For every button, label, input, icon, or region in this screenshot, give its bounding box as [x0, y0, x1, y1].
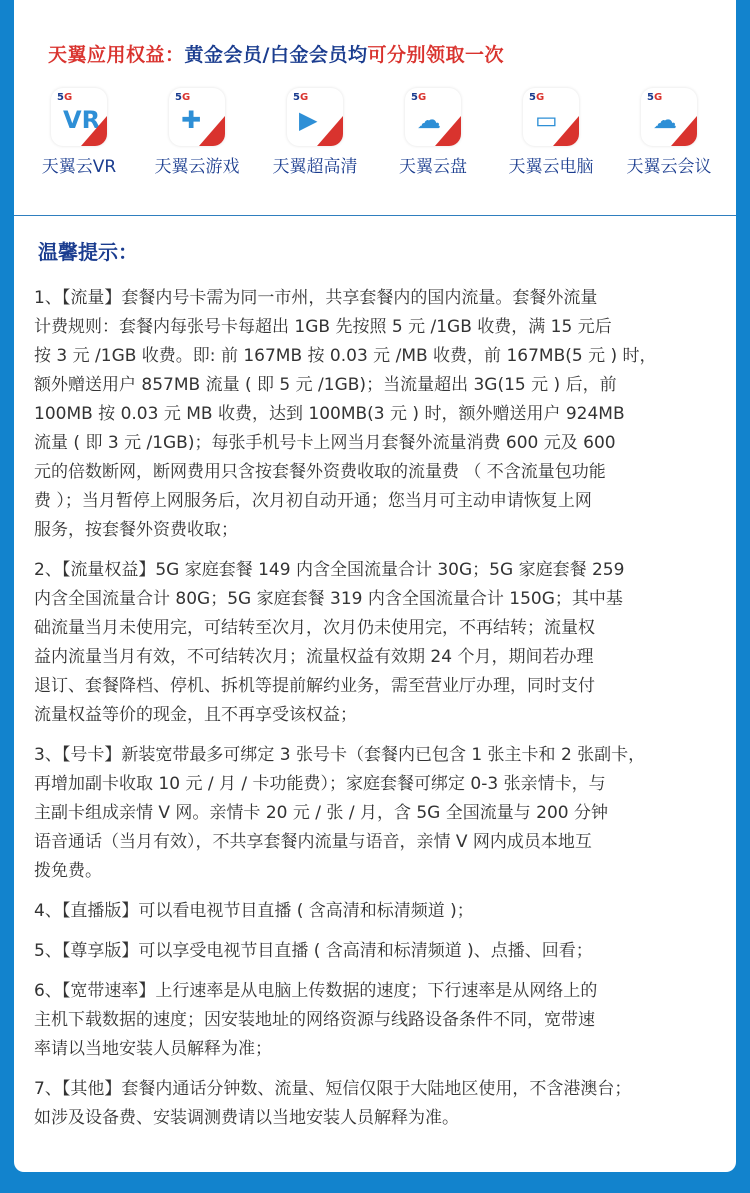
tip-paragraph	[34, 897, 724, 926]
corner-ribbon	[435, 116, 461, 146]
corner-ribbon	[553, 116, 579, 146]
tip-line: 1、【流量】套餐内号卡需为同一市州，共享套餐内的国内流量。套餐外流量	[34, 288, 598, 308]
app-label: 天翼云游戏	[154, 157, 240, 177]
app-label: 天翼云会议	[626, 157, 712, 177]
tip-paragraph	[34, 284, 724, 545]
tip-line: 5、【尊享版】可以享受电视节目直播 ( 含高清和标清频道 )、点播、回看；	[34, 941, 593, 961]
cloud-meeting-icon[interactable]	[641, 88, 697, 146]
title-suffix: 可分别领取一次	[367, 44, 504, 66]
app-glyph: ☁	[653, 106, 677, 134]
corner-ribbon	[199, 116, 225, 146]
tip-line: 6、【宽带速率】上行速率是从电脑上传数据的速度；下行速率是从网络上的	[34, 981, 598, 1001]
app-label: 天翼超高清	[272, 157, 358, 177]
corner-ribbon	[81, 116, 107, 146]
app-glyph: ▶	[299, 106, 318, 134]
tip-line: 7、【其他】套餐内通话分钟数、流量、短信仅限于大陆地区使用，不含港澳台；	[34, 1079, 632, 1099]
app-list	[20, 88, 730, 177]
tip-line: 2、【流量权益】5G 家庭套餐 149 内含全国流量合计 30G；5G 家庭套餐 259	[34, 560, 625, 580]
gamepad-icon[interactable]	[169, 88, 225, 146]
tip-line: 益内流量当月有效，不可结转次月；流量权益有效期 24 个月，期间若办理	[34, 647, 594, 667]
tip-line: 4、【直播版】可以看电视节目直播 ( 含高清和标清频道 )；	[34, 901, 474, 921]
tip-paragraph	[34, 977, 724, 1064]
app-item[interactable]	[138, 88, 256, 177]
5g-badge: 5G	[293, 92, 309, 103]
tip-line: 主机下载数据的速度；因安装地址的网络资源与线路设备条件不同，宽带速	[34, 1010, 595, 1030]
tip-line: 如涉及设备费、安装调测费请以当地安装人员解释为准。	[34, 1108, 459, 1128]
tips-title: 温馨提示：	[38, 240, 138, 264]
5g-badge: 5G	[411, 92, 427, 103]
5g-badge: 5G	[175, 92, 191, 103]
tip-line: 流量 ( 即 3 元 /1GB)；每张手机号卡上网当月套餐外流量消费 600 元及 600	[34, 433, 616, 453]
corner-ribbon	[317, 116, 343, 146]
app-glyph: ✚	[181, 106, 202, 134]
tip-line: 元的倍数断网，断网费用只含按套餐外资费收取的流量费 （ 不含流量包功能	[34, 462, 606, 482]
5g-badge: 5G	[529, 92, 545, 103]
tip-line: 退订、套餐降档、停机、拆机等提前解约业务，需至营业厅办理，同时支付	[34, 676, 595, 696]
tip-line: 按 3 元 /1GB 收费。即: 前 167MB 按 0.03 元 /MB 收费，前 167MB(5 元 ) 时，	[34, 346, 657, 366]
monitor-icon[interactable]	[523, 88, 579, 146]
tip-line: 础流量当月未使用完，可结转至次月，次月仍未使用完，不再结转；流量权	[34, 618, 595, 638]
tip-line: 计费规则：套餐内每张号卡每超出 1GB 先按照 5 元 /1GB 收费，满 15 元后	[34, 317, 612, 337]
app-label: 天翼云VR	[41, 157, 117, 177]
tip-line: 内含全国流量合计 80G；5G 家庭套餐 319 内含全国流量合计 150G；其中基	[34, 589, 623, 609]
tip-line: 服务，按套餐外资费收取；	[34, 520, 238, 540]
tip-line: 率请以当地安装人员解释为准；	[34, 1039, 272, 1059]
title-prefix: 天翼应用权益：	[48, 44, 185, 66]
app-glyph: ☁	[417, 106, 441, 134]
app-item[interactable]	[492, 88, 610, 177]
tip-line: 流量权益等价的现金，且不再享受该权益；	[34, 705, 357, 725]
app-label: 天翼云盘	[399, 157, 467, 177]
app-item[interactable]	[20, 88, 138, 177]
tip-line: 再增加副卡收取 10 元 / 月 / 卡功能费）；家庭套餐可绑定 0-3 张亲情卡，与	[34, 774, 606, 794]
app-item[interactable]	[256, 88, 374, 177]
tip-paragraph	[34, 741, 724, 886]
tips-body	[34, 284, 724, 1144]
tip-line: 主副卡组成亲情 V 网。亲情卡 20 元 / 张 / 月，含 5G 全国流量与 200 分钟	[34, 803, 608, 823]
app-label: 天翼云电脑	[508, 157, 594, 177]
tip-line: 100MB 按 0.03 元 MB 收费，达到 100MB(3 元 ) 时，额外赠送用户 924MB	[34, 404, 625, 424]
divider	[14, 215, 736, 216]
tip-paragraph	[34, 937, 724, 966]
benefits-title	[48, 40, 504, 67]
play-icon[interactable]	[287, 88, 343, 146]
tip-line: 拨免费。	[34, 861, 102, 881]
app-glyph: ▭	[535, 106, 558, 134]
app-item[interactable]	[610, 88, 728, 177]
app-item[interactable]	[374, 88, 492, 177]
vr-icon[interactable]	[51, 88, 107, 146]
title-membership: 黄金会员/白金会员均	[184, 44, 368, 66]
5g-badge: 5G	[57, 92, 73, 103]
corner-ribbon	[671, 116, 697, 146]
tip-line: 3、【号卡】新装宽带最多可绑定 3 张号卡（套餐内已包含 1 张主卡和 2 张副卡，	[34, 745, 646, 765]
tip-paragraph	[34, 1075, 724, 1133]
tip-line: 额外赠送用户 857MB 流量 ( 即 5 元 /1GB)；当流量超出 3G(15 元 ) 后，前	[34, 375, 617, 395]
tip-line: 语音通话（当月有效），不共享套餐内流量与语音，亲情 V 网内成员本地互	[34, 832, 592, 852]
5g-badge: 5G	[647, 92, 663, 103]
tip-paragraph	[34, 556, 724, 730]
tip-line: 费 ）；当月暂停上网服务后，次月初自动开通；您当月可主动申请恢复上网	[34, 491, 592, 511]
cloud-icon[interactable]	[405, 88, 461, 146]
app-glyph: VR	[63, 106, 101, 134]
